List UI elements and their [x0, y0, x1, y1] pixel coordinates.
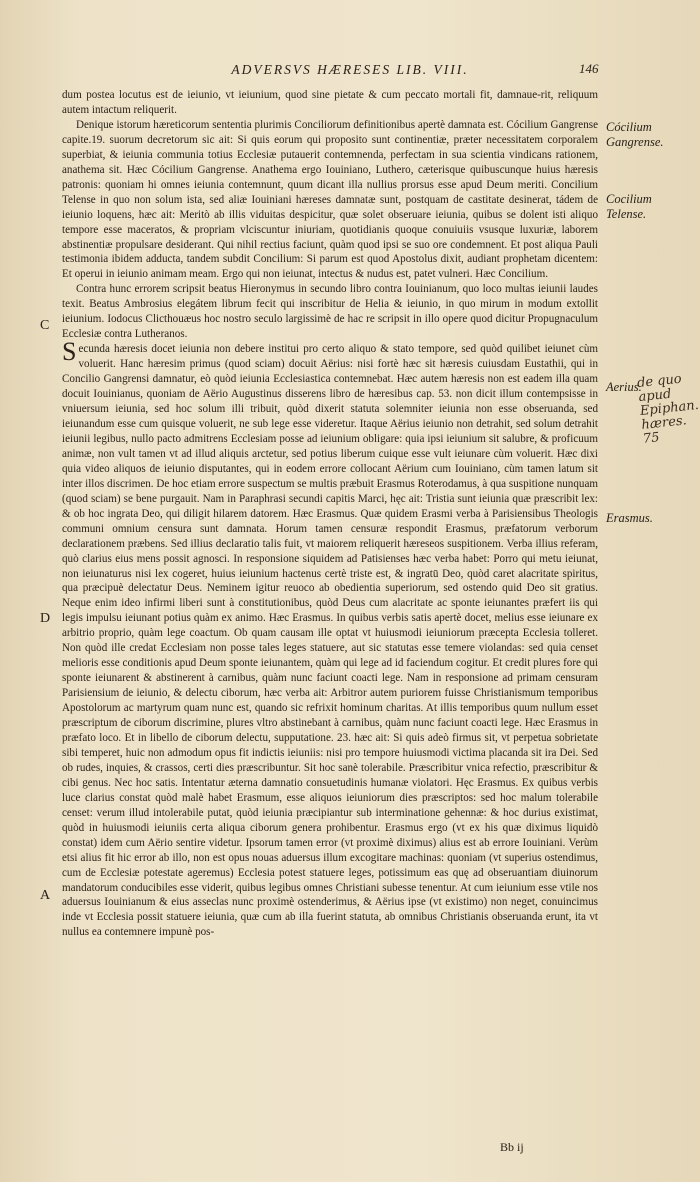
paragraph-1: dum postea locutus est de ieiunio, vt ieiunium, quod sine pietate & cum peccato mortali fit, damnaue-rit, reliquum autem intactum reliquerit. — [62, 89, 598, 116]
margin-note-erasmus: Erasmus. — [606, 511, 653, 525]
paragraph-2: Denique istorum hæreticorum sententia plurimis Conciliorum definitionibus apertè damnata est. Cócilium Gangrense capite.19. suorum decretorum sic ait: Si quis eorum qui proposito sunt continentiæ, præter necessitatem corporalem superbiat, & ieiunia communia totius Ecclesiæ putauerit contemnenda, perfectam in sua scientia vindicans rationem, anathema sit. Hæc Cócilium Gangrense. Anathema ergo Iouiniano, Luthero, cæterisque quibuscunque huius hæresis patronis: quoniam hi omnes ieiunia contemnunt, quum dicant illa nullius prorsus esse apud Deum meriti. Concilium Telense in quo non solum ista, sed aliæ Iouiniani hæreses damnatæ sunt, postquam de castitate desinerat, tádem de ieiunio loquens, hæc ait: Meritò ab illis viduitas despicitur, quæ solet obseruare ieiunia, quibus se dolent isti aliquo tempore esse maceratos, & propriam vlciscuntur iniuriam, quotidianis quoque conuiuiis vsusque luxuriæ, laborem abstinentiæ propulsare desiderant. Qui nihil rectius faciunt, quàm quod ipsi se suo ore condemnent. Et post aliqua Pauli testimonia ibidem adducta, tandem subdit Concilium: Si parum est quod Apostolus dixit, audiant prophetam dicentem: Et operui in ieiunio animam meam. Ergo qui non ieiunat, intectus & nudus est, patet vulneri. Hæc Concilium. — [62, 118, 598, 281]
main-text-block — [62, 88, 598, 940]
signature-mark: Bb ij — [500, 1140, 524, 1154]
page-number: 146 — [579, 61, 599, 76]
margin-note-aerius: Aerius. — [606, 380, 642, 394]
handwritten-annotation: de quo apud Epiphan. hæres. 75 — [636, 371, 700, 447]
margin-note-concilium-gangrense: Cócilium Gangrense. — [606, 120, 664, 149]
paragraph-4: Secunda hæresis docet ieiunia non debere institui pro certo aliquo & stato tempore, sed quòd quilibet ieiunet cùm voluerit. Hanc hæresim primus (quod sciam) docuit Aërius: nisi fortè hæc sit hæresis cuiusdam Eustathii, qui in Concilio Gangrensi damnatur, eò quòd ieiunia Ecclesiastica contemnebat. Hæc autem hæresis non est eadem illa quam docuit Iouinianus, quoniam de Aërio Augustinus disserens libro de hæresibus cap. 53. non dicit illum contempsisse in vniuersum ieiunia, sed hoc solum illi tribuit, quòd dixerit statuta solemniter ieiunia non esse obseruanda, sed ieiunandum esse cum quisque voluerit, ne sub lege esse videretur. Itaque Aërius ieiunio non detrahit, sed solum detrahit ieiunii legibus, nullo pacto admitrens Ecclesiam posse ad ieiunium obligare: quia ipsi ieiunium sit salubre, & proficuum animæ, non vult tamen vt ad illud aliquis arctetur, sed potius liberum cuique esse vult ieiunare cùm voluerit. Hæc dixi quia video aliquos de ieiunio disputantes, qui in eodem errore collocant Aërium cum Iouiniano, cùm tamen latum sit inter illos discrimen. De hoc etiam errore suspectum se multis præbuit Erasmus Roterodamus, à qua suspitione nunquam (quod sciam) se bene purgauit. Nam in Paraphrasi secundi capitis Marci, hęc ait: Tristia sunt ieiunia quæ præscribit lex: & ob hoc ingrata Deo, qui diligit hilarem datorem. Hæc Erasmus. Quæ quidem Erasmi verba à Parisiensibus Theologis communi omnium censura sunt damnata. Horum tamen censuræ respondit Erasmus, præfatorum verborum declarationem præbens. Sed illius declaratio talis fuit, vt maiorem reliquerit hæreseos suspitionem. Verba illius referam, quò clarius eius mens possit agnosci. In responsione siquidem ad Patisienses hæc verba habet: Porro qui metu ieiunat, non ieiunaturus nisi lex cogeret, huius ieiunium hactenus certè triste est, & ingratū Deo, quòd caret alacritate spiritus, qua præcipuè delectatur Deus. Neminem igitur reuoco ab obedientia superiorum, sed ostendo quid Deo sit gratius. Neque enim ideo infirmi liberi sunt à constitutionibus, quòd Deus cum alacritate ac sponte ieiunantes præfert iis qui legis impulsu ieiunant potius quàm ex animo. Hæc Erasmus. In quibus verbis satis apertè docet, melius esse ieiunare ex arbitrio proprio, quàm lege coactum. Ob quam causam ille optat vt huiusmodi ieiuniorum præcepta Ecclesia tolleret. Non quòd ille credat Ecclesiam non posse tales leges statuere, aut sic statutas esse temere violandas: sed quia censet melioris esse conditionis apud Deum sponte ieiunantem, quàm qui lege ad id faciendum cogitur. Et credit plures fore qui sponte ieiunarent & abstinerent à carnibus, quàm nunc faciunt coacti lege. Nam in responsione ad primam censuram Parisiensium de ieiunio, & delectu ciborum, hæc verba ait: Arbitror autem puriorem fuisse Christianismum temporibus Apostolorum ac martyrum quam nunc est, quando sic refrixit hominum charitas. At illis temporibus quum nullum esset præscriptum de ciborum discrimine, plures vltro abstinebant à carnibus, quàm nunc faciunt coacti lege. Hæc Erasmus in præfato loco. Et in libello de ciborum delectu, supputatione. 23. hæc ait: Si quis adeò firmus sit, vt perpetua sobrietate sibi temperet, huic non admodum opus fit indictis ieiuniis: nisi pro tempore huiusmodi victima placanda sit ira Dei. Sed ob rudes, inquies, & crassos, certi dies præscribuntur. Sit hoc sanè tolerabile. Præscribitur vnica refectio, præscribitur & cibi genus. Nec hoc satis. Intentatur æterna damnatio consuetudinis humanæ violatori. Hęc Erasmus. Ex quibus verbis luce clarius constat quòd malè habet Erasmum, esse aliquos ieiuniorum dies præscriptos: sed hoc malum tolerabile censet: verum illud intolerabile putat, quòd ieiunia præcipiantur sub interminatione gehennæ: & hoc durius existimat, quòd in huiusmodi ieiuniis certa aliqua ciborum genera prohibentur. Erasmus ergo (vt ex his quæ diximus liquidò constat) idem cum Aërio sentire videtur. Ipsorum tamen error (vt proximè diximus) alius est ab errore Iouiniani. Verùm etsi alius fit hic error ab illo, non est opus nouas aduersus illum excogitare machinas: quoniam (vt superius ostendimus, cum de Ecclesiæ potestate ageremus) Ecclesia potest statuere leges, potissimum eas quę ad obseruantiam diuinorum mandatorum conducibiles esse viderit, quibus legibus omnes Christiani subesse tenentur. At cum ieiunium esse vtile nos aduersus Iouinianum & eius asseclas nunc proximè ostenderimus, & Aërius ipse (vt existimo) non neget, conuincimus inde vt Ecclesia possit statuere ieiunia, quæ cum ab illa fuerint statuta, ab omnibus Christianis obseruanda erunt, ita vt nullus ea contemnere impunè pos- — [62, 337, 598, 939]
section-letter-a: A — [40, 888, 51, 903]
margin-note-concilium-telense: Cocilium Telense. — [606, 192, 652, 221]
paragraph-3: Contra hunc errorem scripsit beatus Hieronymus in secundo libro contra Iouinianum, quo loco multas ieiunii laudes texit. Beatus Ambrosius elegátem librum fecit qui inscribitur de Helia & ieiunio, in quo mirum in modum extollit ieiunium. Iodocus Clicthouæus hoc nostro seculo largissimè de hac re scripsit in illo opere quod dicitur Propugnaculum Ecclesiæ contra Lutheranos. — [62, 283, 598, 341]
section-letter-d: D — [40, 611, 51, 626]
running-title: ADVERSVS HÆRESES LIB. VIII. — [231, 62, 469, 77]
section-letter-c: C — [40, 318, 50, 333]
